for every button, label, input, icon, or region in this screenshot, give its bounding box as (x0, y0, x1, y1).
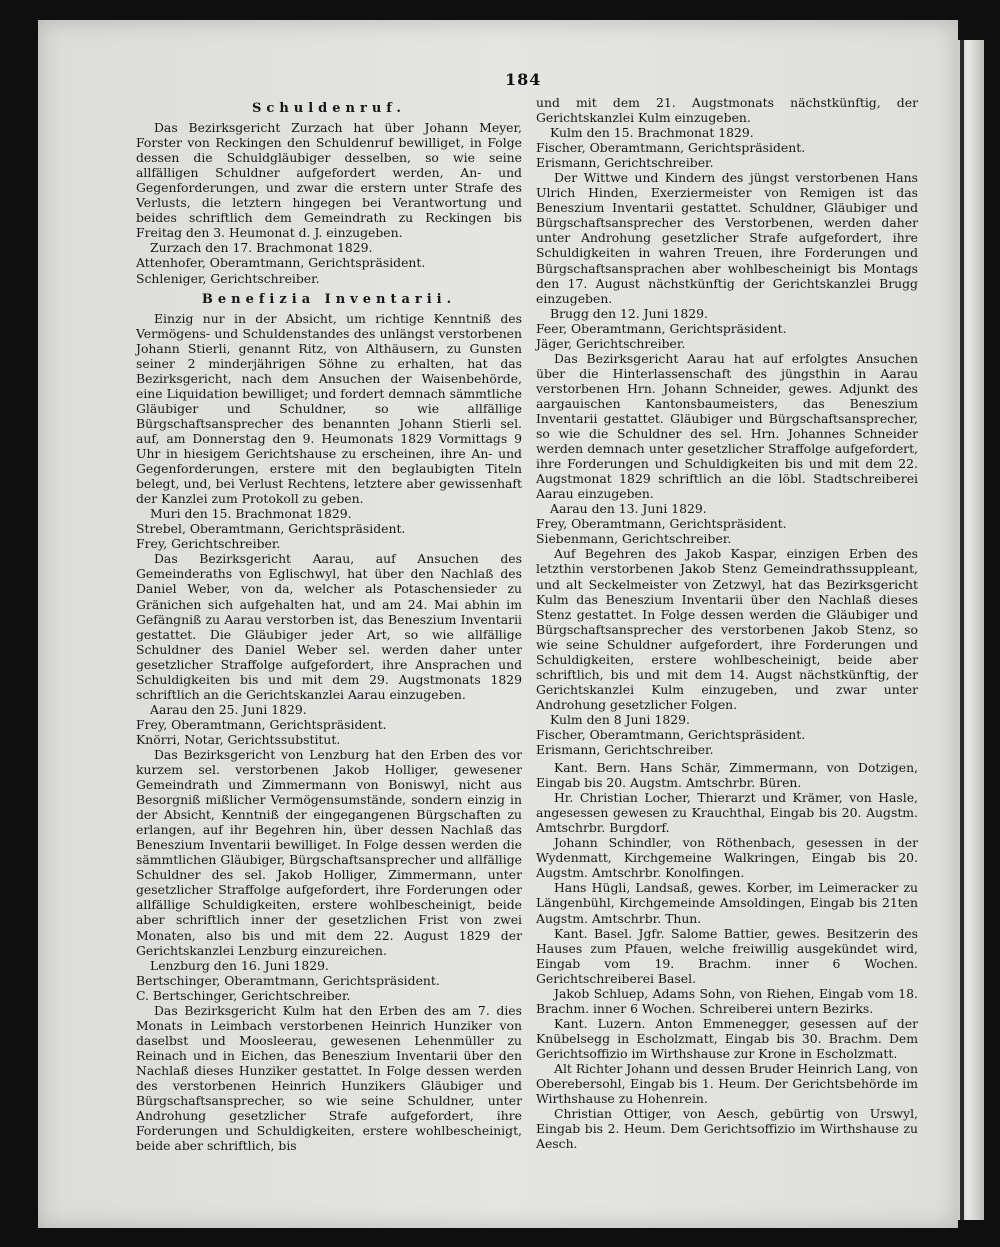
left-column (136, 95, 522, 1153)
notice-signature: Bertschinger, Oberamtmann, Gerichtspräsident. (136, 972, 440, 988)
notice-signature: C. Bertschinger, Gerichtschreiber. (136, 987, 351, 1003)
notice-date: Lenzburg den 16. Juni 1829. (150, 957, 329, 973)
listing-entry: Kant. Luzern. Anton Emmenegger, gesessen auf der Knübelsegg in Escholzmatt, Eingab bis 30. Brachm. Dem Gerichtsoffizio im Wirthshause zur Krone in Escholzmatt. (536, 1015, 918, 1061)
notice-signature: Feer, Oberamtmann, Gerichtspräsident. (536, 320, 787, 336)
notice-paragraph: Das Bezirksgericht Aarau hat auf erfolgtes Ansuchen über die Hinterlassenschaft des jüngsthin in Aarau verstorbenen Hrn. Johann Schneider, gewes. Adjunkt des aargauischen Kantonsbaumeisters, das Beneszium Inventarii gestattet. Gläubiger und Bürgschaftsansprecher, so wie die Schuldner des sel. Hrn. Johannes Schneider werden demnach unter gesetzlicher Straffolge aufgefordert, ihre Forderungen und Schuldigkeiten bis und mit dem 22. Augstmonat 1829 schriftlich an die löbl. Stadtschreiberei Aarau einzugeben. (536, 350, 918, 502)
listing-entry: Kant. Bern. Hans Schär, Zimmermann, von Dotzigen, Eingab bis 20. Augstm. Amtschrbr. Büren. (536, 760, 918, 791)
notice-signature: Schleniger, Gerichtschreiber. (136, 270, 320, 286)
notice-paragraph: Das Bezirksgericht Kulm hat den Erben des am 7. dies Monats in Leimbach verstorbenen Heinrich Hunziker von daselbst und Moosleerau, gewesenen Lehenmüller zu Reinach und in Eichen, das Beneszium Inventarii über den Nachlaß dieses Hunziker gestattet. In Folge dessen werden des verstorbenen Heinrich Hunzikers Gläubiger und Bürgschaftsansprecher, so wie seine Schuldner, unter Androhung gesetzlicher Strafe aufgefordert, ihre Forderungen und Schuldigkeiten, erstere wohlbescheinigt, beide aber schriftlich, bis (136, 1002, 522, 1154)
notice-paragraph: Das Bezirksgericht Zurzach hat über Johann Meyer, Forster von Reckingen den Schuldenruf bewilliget, in Folge dessen die Schuldgläubiger desselben, so wie seine allfälligen Schuldner aufgefordert werden, An- und Gegenforderungen, und zwar die erstern unter Strafe des Verlusts, die letztern hingegen bei Verantwortung und beides schriftlich dem Gemeindrath zu Reckingen bis Freitag den 3. Heumonat d. J. einzugeben. (136, 120, 522, 241)
notice-date: Muri den 15. Brachmonat 1829. (150, 506, 352, 522)
notice-date: Brugg den 12. Juni 1829. (550, 305, 708, 321)
listing-entry: Jakob Schluep, Adams Sohn, von Riehen, Eingab vom 18. Brachm. inner 6 Wochen. Schreiberei untern Bezirks. (536, 985, 918, 1016)
notice-paragraph: Auf Begehren des Jakob Kaspar, einzigen Erben des letzthin verstorbenen Jakob Stenz Gemeindrathssuppleant, und alt Seckelmeister von Zetzwyl, hat das Bezirksgericht Kulm das Beneszium Inventarii über den Nachlaß dieses Stenz gestattet. In Folge dessen werden die Gläubiger und Bürgschaftsansprecher des verstorbenen Jakob Stenz, so wie seine Schuldner aufgefordert, ihre Forderungen und Schuldigkeiten, erstere wohlbescheinigt, beide aber schriftlich, bis und mit dem 14. Augst nächstkünftig, der Gerichtskanzlei Kulm einzugeben, und zwar unter Androhung gesetzlicher Folgen. (536, 546, 918, 712)
notice-signature: Fischer, Oberamtmann, Gerichtspräsident. (536, 140, 806, 156)
notice-paragraph: Das Bezirksgericht Aarau, auf Ansuchen des Gemeinderaths von Eglischwyl, hat über den Nachlaß des Daniel Weber, von da, welcher als Potaschensieder zu Gränichen sich aufgehalten hat, und am 24. Mai abhin im Gefängniß zu Aarau verstorben ist, das Beneszium Inventarii gestattet. Die Gläubiger jeder Art, so wie allfällige Schuldner des Daniel Weber sel. werden daher unter gesetzlicher Straffolge aufgefordert, ihre Ansprachen und Schuldigkeiten bis und mit dem 29. Augstmonats 1829 schriftlich an die Gerichtskanzlei Aarau einzugeben. (136, 551, 522, 702)
notice-date: Zurzach den 17. Brachmonat 1829. (150, 240, 373, 256)
section-heading-benefizia: Benefizia Inventarii. (201, 291, 457, 307)
listing-entry: Kant. Basel. Jgfr. Salome Battier, gewes. Besitzerin des Hauses zum Pfauen, welche freiwillig ausgekündet wird, Eingab vom 19. Brachm. inner 6 Wochen. Gerichtschreiberei Basel. (536, 925, 918, 986)
notice-signature: Frey, Oberamtmann, Gerichtspräsident. (536, 516, 787, 532)
notice-signature: Erismann, Gerichtschreiber. (536, 742, 714, 758)
notice-date: Aarau den 25. Juni 1829. (150, 701, 307, 717)
notice-paragraph: Einzig nur in der Absicht, um richtige Kenntniß des Vermögens- und Schuldenstandes des unlängst verstorbenen Johann Stierli, genannt Ritz, von Althäusern, zu Gunsten seiner 2 minderjährigen Söhne zu erhalten, hat das Bezirksgericht, nach dem Ansuchen der Waisenbehörde, eine Liquidation bewilliget; und fordert demnach sämmtliche Gläubiger und Schuldner, so wie allfällige Bürgschaftsansprecher des benannten Johann Stierli sel. auf, am Donnerstag den 9. Heumonats 1829 Vormittags 9 Uhr in hiesigem Gerichtshause zu erscheinen, ihre An- und Gegenforderungen, erstere mit den beglaubigten Titeln belegt, und, bei Verlust Rechtens, letztere aber gewissenhaft der Kanzlei zum Protokoll zu geben. (136, 310, 522, 507)
notice-date: Aarau den 13. Juni 1829. (550, 501, 707, 517)
notice-paragraph: Der Wittwe und Kindern des jüngst verstorbenen Hans Ulrich Hinden, Exerziermeister von Remigen ist das Beneszium Inventarii gestattet. Schuldner, Gläubiger und Bürgschaftsansprecher des Verstorbenen, werden daher unter Androhung gesetzlicher Strafe aufgefordert, ihre Schuldigkeiten in wahren Treuen, ihre Forderungen und Bürgschaftsansprachen aber wohlbescheinigt bis Montags den 17. August nächstkünftig der Gerichtskanzlei Brugg einzugeben. (536, 170, 918, 306)
notice-paragraph: Das Bezirksgericht von Lenzburg hat den Erben des vor kurzem sel. verstorbenen Jakob Holliger, gewesener Gemeindrath und Zimmermann von Boniswyl, nicht aus Besorgniß mißlicher Vermögensumstände, sondern einzig in der Absicht, Kenntniß der eingegangenen Bürgschaften zu erlangen, auf ihr Begehren hin, über dessen Nachlaß das Beneszium Inventarii bewilliget. In Folge dessen werden die sämmtlichen Gläubiger, Bürgschaftsansprecher und allfällige Schuldner des sel. Jakob Holliger, Zimmermann, unter gesetzlicher Straffolge aufgefordert, ihre Forderungen oder allfällige Schuldigkeiten, erstere wohlbescheinigt, beide aber schriftlich inner der gesetzlichen Frist von zwei Monaten, also bis und mit dem 22. August 1829 der Gerichtskanzlei Lenzburg einzureichen. (136, 746, 522, 958)
notice-signature: Erismann, Gerichtschreiber. (536, 155, 714, 171)
notice-signature: Attenhofer, Oberamtmann, Gerichtspräsident. (136, 255, 426, 271)
notice-date: Kulm den 8 Juni 1829. (550, 711, 690, 727)
notice-signature: Knörri, Notar, Gerichtssubstitut. (136, 731, 341, 747)
listing-entry: Alt Richter Johann und dessen Bruder Heinrich Lang, von Oberebersohl, Eingab bis 1. Heum. Der Gerichtsbehörde im Wirthshause zu Hohenrein. (536, 1061, 918, 1107)
page-number: 184 (505, 70, 542, 89)
notice-signature: Siebenmann, Gerichtschreiber. (536, 531, 732, 547)
notice-signature: Fischer, Oberamtmann, Gerichtspräsident. (536, 726, 806, 742)
listing-entry: Hr. Christian Locher, Thierarzt und Krämer, von Hasle, angesessen gewesen zu Krauchthal, Eingab bis 20. Augstm. Amtschrbr. Burgdorf. (536, 790, 918, 836)
listing-entry: Hans Hügli, Landsaß, gewes. Korber, im Leimeracker zu Längenbühl, Kirchgemeinde Amsoldingen, Eingab bis 21ten Augstm. Amtschrbr. Thun. (536, 880, 918, 926)
listing-entry: Christian Ottiger, von Aesch, gebürtig von Urswyl, Eingab bis 2. Heum. Dem Gerichtsoffizio im Wirthshause zu Aesch. (536, 1106, 918, 1152)
notice-signature: Jäger, Gerichtschreiber. (536, 335, 686, 351)
notice-paragraph-continued: und mit dem 21. Augstmonats nächstkünftig, der Gerichtskanzlei Kulm einzugeben. (536, 95, 918, 126)
section-heading-schuldenruf: Schuldenruf. (252, 101, 406, 116)
notice-date: Kulm den 15. Brachmonat 1829. (550, 125, 754, 141)
right-column (536, 95, 918, 1151)
notice-signature: Frey, Gerichtschreiber. (136, 536, 281, 552)
page-fold-shadow (960, 40, 964, 1220)
notice-signature: Frey, Oberamtmann, Gerichtspräsident. (136, 716, 387, 732)
notice-signature: Strebel, Oberamtmann, Gerichtspräsident. (136, 521, 406, 537)
listing-entry: Johann Schindler, von Röthenbach, gesessen in der Wydenmatt, Kirchgemeine Walkringen, Eingab bis 20. Augstm. Amtschrbr. Konolfingen. (536, 835, 918, 881)
